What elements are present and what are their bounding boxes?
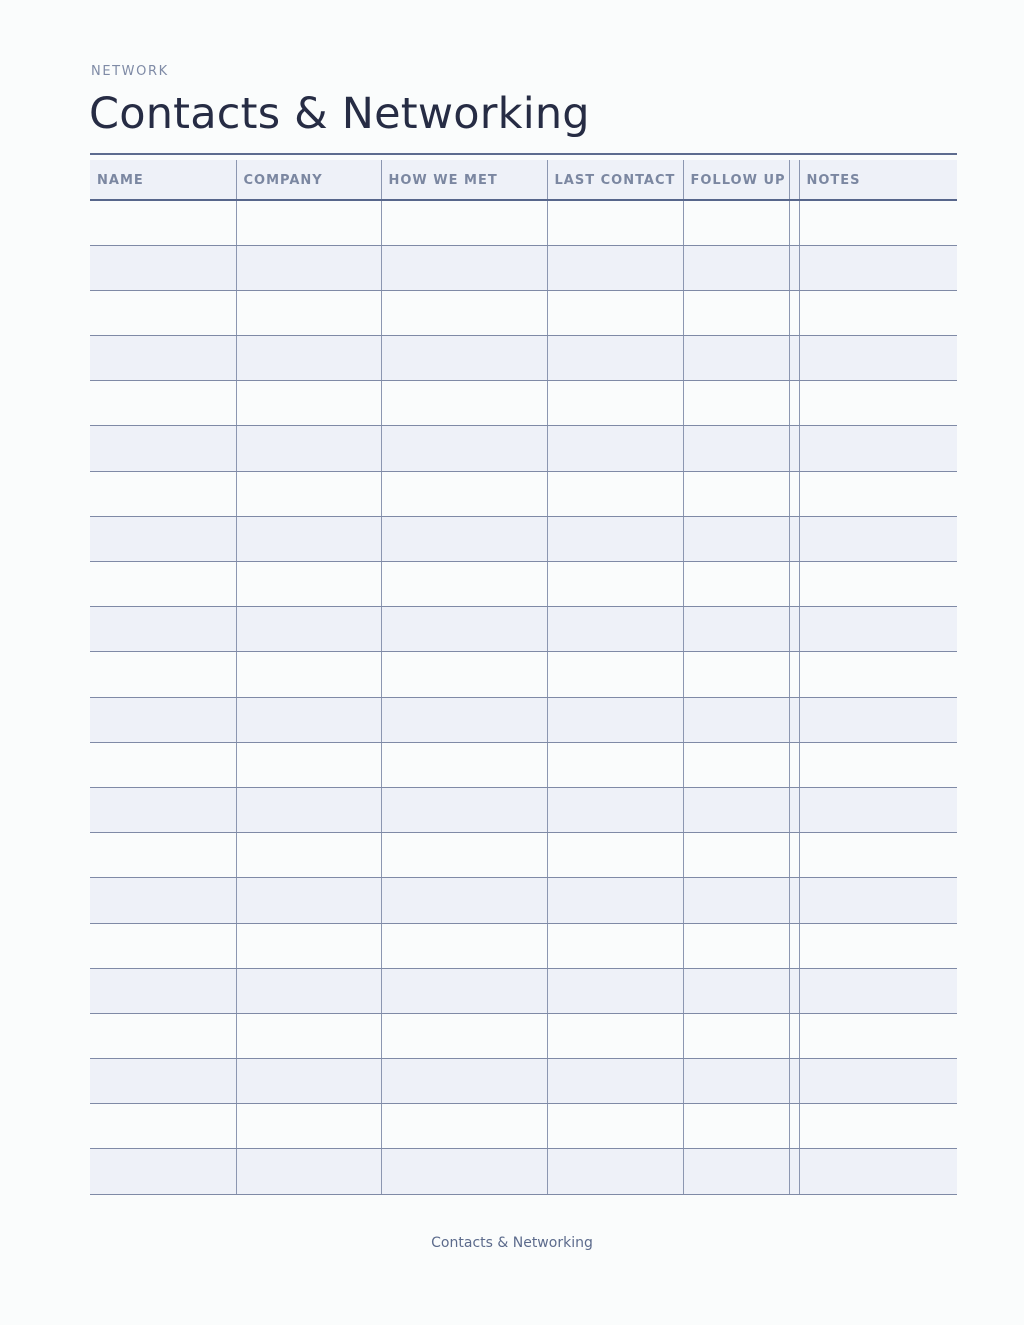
table-row [90,787,957,832]
cell-company[interactable] [236,1059,381,1104]
cell-name[interactable] [90,426,236,471]
cell-notes[interactable] [799,516,957,561]
cell-name[interactable] [90,562,236,607]
cell-last-contact[interactable] [547,245,683,290]
cell-notes[interactable] [799,1059,957,1104]
cell-how-we-met[interactable] [381,1013,547,1058]
cell-last-contact[interactable] [547,878,683,923]
cell-notes[interactable] [799,471,957,516]
cell-spacer [789,787,799,832]
cell-last-contact[interactable] [547,833,683,878]
table-row [90,426,957,471]
cell-name[interactable] [90,516,236,561]
cell-follow-up[interactable] [683,787,789,832]
cell-spacer [789,923,799,968]
table-row [90,1059,957,1104]
contacts-table-container [90,160,957,1195]
cell-name[interactable] [90,471,236,516]
cell-notes[interactable] [799,878,957,923]
table-row [90,471,957,516]
cell-name[interactable] [90,833,236,878]
cell-notes[interactable] [799,245,957,290]
cell-follow-up[interactable] [683,833,789,878]
cell-spacer [789,652,799,697]
cell-name[interactable] [90,245,236,290]
cell-follow-up[interactable] [683,1013,789,1058]
cell-name[interactable] [90,923,236,968]
cell-spacer [789,878,799,923]
cell-follow-up[interactable] [683,968,789,1013]
cell-name[interactable] [90,697,236,742]
cell-company[interactable] [236,336,381,381]
table-row [90,607,957,652]
table-row [90,833,957,878]
cell-spacer [789,607,799,652]
cell-last-contact[interactable] [547,1149,683,1194]
cell-how-we-met[interactable] [381,968,547,1013]
cell-follow-up[interactable] [683,697,789,742]
column-header-last-contact: LAST CONTACT [547,160,683,200]
cell-how-we-met[interactable] [381,336,547,381]
cell-notes[interactable] [799,652,957,697]
cell-how-we-met[interactable] [381,381,547,426]
cell-notes[interactable] [799,1149,957,1194]
cell-last-contact[interactable] [547,471,683,516]
cell-spacer [789,742,799,787]
cell-notes[interactable] [799,787,957,832]
cell-spacer [789,290,799,335]
table-row [90,336,957,381]
cell-name[interactable] [90,1059,236,1104]
cell-name[interactable] [90,381,236,426]
table-row [90,697,957,742]
cell-how-we-met[interactable] [381,471,547,516]
table-row [90,968,957,1013]
cell-notes[interactable] [799,923,957,968]
cell-company[interactable] [236,923,381,968]
cell-last-contact[interactable] [547,968,683,1013]
cell-notes[interactable] [799,607,957,652]
cell-how-we-met[interactable] [381,200,547,245]
table-row [90,290,957,335]
cell-follow-up[interactable] [683,1104,789,1149]
cell-notes[interactable] [799,1013,957,1058]
contacts-table [90,160,957,1195]
cell-last-contact[interactable] [547,200,683,245]
cell-spacer [789,245,799,290]
cell-company[interactable] [236,516,381,561]
column-header-spacer [789,160,799,200]
cell-spacer [789,426,799,471]
cell-how-we-met[interactable] [381,878,547,923]
table-row [90,516,957,561]
cell-company[interactable] [236,607,381,652]
cell-name[interactable] [90,290,236,335]
table-row [90,245,957,290]
cell-name[interactable] [90,607,236,652]
cell-how-we-met[interactable] [381,1104,547,1149]
table-row [90,381,957,426]
cell-name[interactable] [90,742,236,787]
cell-follow-up[interactable] [683,336,789,381]
column-header-company: COMPANY [236,160,381,200]
table-row [90,878,957,923]
cell-last-contact[interactable] [547,1104,683,1149]
cell-company[interactable] [236,426,381,471]
cell-name[interactable] [90,200,236,245]
cell-name[interactable] [90,787,236,832]
cell-how-we-met[interactable] [381,697,547,742]
cell-company[interactable] [236,1104,381,1149]
cell-last-contact[interactable] [547,742,683,787]
cell-follow-up[interactable] [683,652,789,697]
cell-name[interactable] [90,1104,236,1149]
cell-name[interactable] [90,1149,236,1194]
cell-company[interactable] [236,562,381,607]
cell-notes[interactable] [799,1104,957,1149]
cell-company[interactable] [236,290,381,335]
cell-company[interactable] [236,471,381,516]
cell-spacer [789,1059,799,1104]
cell-how-we-met[interactable] [381,787,547,832]
cell-spacer [789,1104,799,1149]
cell-last-contact[interactable] [547,290,683,335]
cell-spacer [789,471,799,516]
cell-how-we-met[interactable] [381,833,547,878]
cell-last-contact[interactable] [547,1013,683,1058]
cell-company[interactable] [236,968,381,1013]
cell-name[interactable] [90,878,236,923]
table-row [90,1013,957,1058]
table-row [90,200,957,245]
cell-follow-up[interactable] [683,245,789,290]
cell-company[interactable] [236,381,381,426]
cell-last-contact[interactable] [547,652,683,697]
page-title: Contacts & Networking [89,89,590,139]
title-rule [90,153,957,155]
cell-follow-up[interactable] [683,200,789,245]
cell-notes[interactable] [799,968,957,1013]
cell-company[interactable] [236,200,381,245]
cell-notes[interactable] [799,336,957,381]
cell-company[interactable] [236,697,381,742]
cell-follow-up[interactable] [683,381,789,426]
cell-last-contact[interactable] [547,336,683,381]
cell-notes[interactable] [799,200,957,245]
cell-follow-up[interactable] [683,923,789,968]
table-body [90,200,957,1194]
cell-last-contact[interactable] [547,516,683,561]
cell-name[interactable] [90,336,236,381]
cell-company[interactable] [236,878,381,923]
cell-company[interactable] [236,652,381,697]
cell-last-contact[interactable] [547,381,683,426]
cell-spacer [789,833,799,878]
cell-notes[interactable] [799,697,957,742]
cell-company[interactable] [236,742,381,787]
cell-notes[interactable] [799,562,957,607]
cell-follow-up[interactable] [683,607,789,652]
table-header-row [90,160,957,200]
cell-follow-up[interactable] [683,290,789,335]
cell-company[interactable] [236,833,381,878]
cell-name[interactable] [90,1013,236,1058]
cell-how-we-met[interactable] [381,742,547,787]
cell-how-we-met[interactable] [381,290,547,335]
cell-company[interactable] [236,1149,381,1194]
cell-notes[interactable] [799,742,957,787]
column-header-name: NAME [90,160,236,200]
column-header-how-we-met: HOW WE MET [381,160,547,200]
cell-how-we-met[interactable] [381,426,547,471]
cell-spacer [789,697,799,742]
cell-last-contact[interactable] [547,426,683,471]
cell-follow-up[interactable] [683,471,789,516]
table-row [90,1149,957,1194]
cell-notes[interactable] [799,426,957,471]
column-header-notes: NOTES [799,160,957,200]
cell-follow-up[interactable] [683,516,789,561]
cell-notes[interactable] [799,833,957,878]
cell-spacer [789,200,799,245]
cell-last-contact[interactable] [547,607,683,652]
cell-follow-up[interactable] [683,1059,789,1104]
cell-spacer [789,381,799,426]
cell-how-we-met[interactable] [381,607,547,652]
cell-follow-up[interactable] [683,562,789,607]
cell-follow-up[interactable] [683,1149,789,1194]
cell-how-we-met[interactable] [381,1149,547,1194]
table-row [90,1104,957,1149]
cell-how-we-met[interactable] [381,923,547,968]
cell-how-we-met[interactable] [381,516,547,561]
cell-company[interactable] [236,787,381,832]
cell-follow-up[interactable] [683,878,789,923]
cell-name[interactable] [90,652,236,697]
cell-spacer [789,516,799,561]
cell-follow-up[interactable] [683,426,789,471]
table-row [90,923,957,968]
cell-how-we-met[interactable] [381,652,547,697]
eyebrow-label: NETWORK [91,64,169,79]
cell-how-we-met[interactable] [381,245,547,290]
cell-how-we-met[interactable] [381,562,547,607]
cell-company[interactable] [236,1013,381,1058]
cell-last-contact[interactable] [547,697,683,742]
cell-follow-up[interactable] [683,742,789,787]
table-row [90,652,957,697]
cell-last-contact[interactable] [547,787,683,832]
cell-spacer [789,968,799,1013]
cell-company[interactable] [236,245,381,290]
cell-notes[interactable] [799,290,957,335]
table-row [90,742,957,787]
cell-spacer [789,1149,799,1194]
cell-name[interactable] [90,968,236,1013]
cell-spacer [789,336,799,381]
cell-spacer [789,1013,799,1058]
cell-how-we-met[interactable] [381,1059,547,1104]
cell-last-contact[interactable] [547,923,683,968]
column-header-follow-up: FOLLOW UP [683,160,789,200]
cell-last-contact[interactable] [547,562,683,607]
table-row [90,562,957,607]
cell-notes[interactable] [799,381,957,426]
page-footer: Contacts & Networking [431,1235,593,1251]
cell-spacer [789,562,799,607]
cell-last-contact[interactable] [547,1059,683,1104]
